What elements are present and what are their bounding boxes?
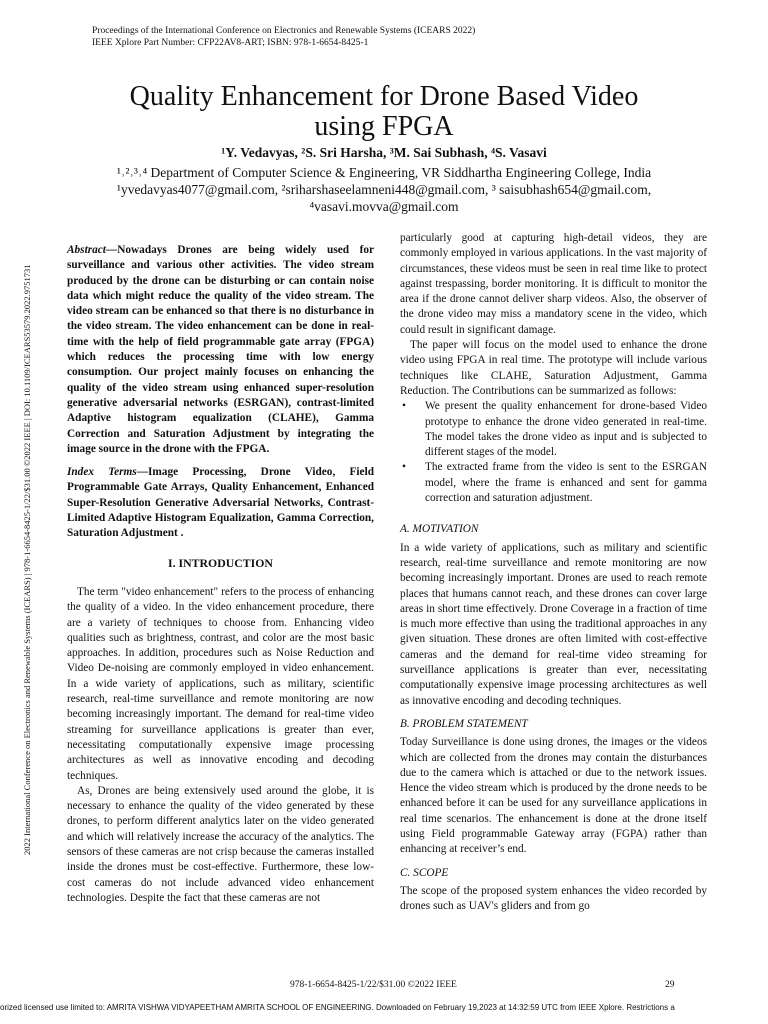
- page-number: 29: [665, 980, 675, 990]
- license-notice: orized licensed use limited to: AMRITA VISHWA VIDYAPEETHAM AMRITA SCHOOL OF ENGINEERING. Downloaded on February 19,2023 at 14:32:59 UTC from IEEE Xplore. Restrictions a: [0, 1003, 675, 1012]
- right-column: [400, 231, 707, 914]
- section-heading-introduction: I. INTRODUCTION: [168, 555, 273, 570]
- authors: ¹Y. Vedavyas, ²S. Sri Harsha, ³M. Sai Subhash, ⁴S. Vasavi: [221, 145, 547, 160]
- doi-sidebar: 2022 International Conference on Electronics and Renewable Systems (ICEARS) | 978-1-6654-8425-1/22/$31.00 ©2022 IEEE | DOI: 10.1109/ICEARS53579.2022.9751731: [22, 264, 32, 855]
- subsection-heading-scope: C. SCOPE: [400, 866, 449, 879]
- subsection-heading-motivation: A. MOTIVATION: [400, 523, 479, 536]
- contributions-list: [400, 399, 707, 506]
- abstract-lead: Abstract—: [67, 244, 118, 256]
- intro-paragraph-2: As, Drones are being extensively used around the globe, it is necessary to enhance the quality of the video generated by these drones, to perform different analytics later on the video generated and which will relatively increase the accuracy of the analytics. The sensors of these cameras are not crisp because the cameras installed inside the drones must be cost-effective. Furthermore, these low-cost cameras do not include advanced video enhancement technologies. Despite the fact that these cameras are not: [67, 784, 374, 904]
- footer-copyright: 978-1-6654-8425-1/22/$31.00 ©2022 IEEE: [290, 980, 457, 990]
- affiliation-line-1: ¹˒²˒³˒⁴ Department of Computer Science & Engineering, VR Siddhartha Engineering College, India: [116, 165, 652, 180]
- header-line-1: Proceedings of the International Conference on Electronics and Renewable Systems (ICEARS 2022): [92, 26, 476, 36]
- index-terms-text: —Image Processing, Drone Video, Field Programmable Gate Arrays, Quality Enhancement, Enhanced Super-Resolution Generative Adversarial Networks, Contrast-Limited Adaptive Histogram Equalization, Gamma Correction, Saturation Adjustment .: [67, 466, 374, 540]
- affiliation-emails-1: ¹yvedavyas4077@gmail.com, ²sriharshaseelamneni448@gmail.com, ³ saisubhash654@gmail.com,: [116, 182, 652, 197]
- intro-paragraph-3: particularly good at capturing high-detail videos, they are commonly employed in various applications. In the vast majority of circumstances, these videos must be seen in real time like to protect against trespassing, border monitoring. It is difficult to monitor the area if the drone cannot deliver sharp videos. Also, the observer of the drone video may miss a mandatory scene in the video, which could result in significant damage.: [400, 232, 707, 336]
- title-line-2: using FPGA: [314, 111, 454, 142]
- list-item: • The extracted frame from the video is sent to the ESRGAN model, where the frame is enhanced and sent for gamma correction and saturation adjustment.: [402, 461, 707, 505]
- problem-statement-paragraph: Today Surveillance is done using drones, the images or the videos which are collected from the drones may contain the disturbances due to the camera which is attached or due to the network issues. Hence the video stream which is produced by the drone needs to be enhanced before it can be used for any surveillance applications in real time scenarios. The enhancement is done at the drone itself using Field programmable Gateway array (FGPA) rather than enhancing at receiver’s end.: [400, 736, 707, 856]
- affiliation-emails-2: ⁴vasavi.movva@gmail.com: [309, 199, 459, 214]
- intro-paragraph-4: The paper will focus on the model used to enhance the drone video using FPGA in real time. The prototype will include various techniques like CLAHE, Saturation Adjustment, Gamma Reduction. The Contributions can be summarized as follows:: [400, 339, 707, 397]
- header-line-2: IEEE Xplore Part Number: CFP22AV8-ART; ISBN: 978-1-6654-8425-1: [92, 38, 369, 48]
- index-terms: [67, 465, 374, 541]
- bullet-icon: •: [402, 400, 406, 413]
- proceedings-header: [92, 25, 475, 49]
- affiliation: [60, 164, 708, 215]
- title-line-1: Quality Enhancement for Drone Based Video: [129, 81, 639, 112]
- intro-paragraph-1: The term "video enhancement" refers to the process of enhancing the quality of a video. In the video enhancement procedure, there are a variety of techniques to choose from. Enhancing video qualities such as brightness, contrast, and color are the most basic approaches. In addition, procedures such as Noise Reduction and Video De-noising are commonly employed in video enhancement. In a wide variety of applications, such as military, scientific research, real-time surveillance and remote monitoring are now becoming increasingly important. The demand for real-time video streaming for surveillance applications is greater than ever, necessitating computationally expensive image processing architectures as well as innovative encoding and decoding techniques.: [67, 585, 374, 782]
- left-column: [67, 243, 374, 906]
- paper-title: [60, 82, 708, 142]
- scope-paragraph: The scope of the proposed system enhances the video recorded by drones such as UAV's gliders and from go: [400, 884, 707, 913]
- index-terms-lead: Index Terms: [67, 466, 137, 479]
- list-item: • We present the quality enhancement for drone-based Video prototype to enhance the drone video generated in real-time. The model takes the drone video as input and is subjected to different stages of the model.: [402, 400, 707, 459]
- abstract: [67, 243, 374, 457]
- motivation-paragraph: In a wide variety of applications, such as military and scientific research, real-time surveillance and remote monitoring are now becoming increasingly important. Drones are used to reach remote places that humans cannot reach, and these drones can cover large areas in short time effectively. Drone Coverage in a fraction of time is much more effective than using the traditional approaches in any given situation. These drones are often limited with cost-effective cameras and the demand for real-time video streaming for surveillance applications is greater than ever, necessitating computationally expensive image processing architectures as well as innovative encoding and decoding techniques.: [400, 541, 707, 707]
- abstract-text: Nowadays Drones are being widely used for surveillance and various other activities. The video stream produced by the drone can be disturbing or can contain noise data which might reduce the quality of the video stream. The video stream can be enhanced so that there is no disturbance in the video stream. The video enhancement can be done in real-time with the help of field programmable gate array (FPGA) which reduces the processing time with low energy consumption. Our project mainly focuses on enhancing the quality of the video stream using enhanced super-resolution generative adversarial networks (ESRGAN), contrast-limited Adaptive histogram equalization (CLAHE), Gamma Correction and Saturation Adjustment by integrating the image source in the drone with the FPGA.: [67, 244, 374, 455]
- subsection-heading-problem-statement: B. PROBLEM STATEMENT: [400, 717, 528, 730]
- bullet-icon: •: [402, 461, 406, 474]
